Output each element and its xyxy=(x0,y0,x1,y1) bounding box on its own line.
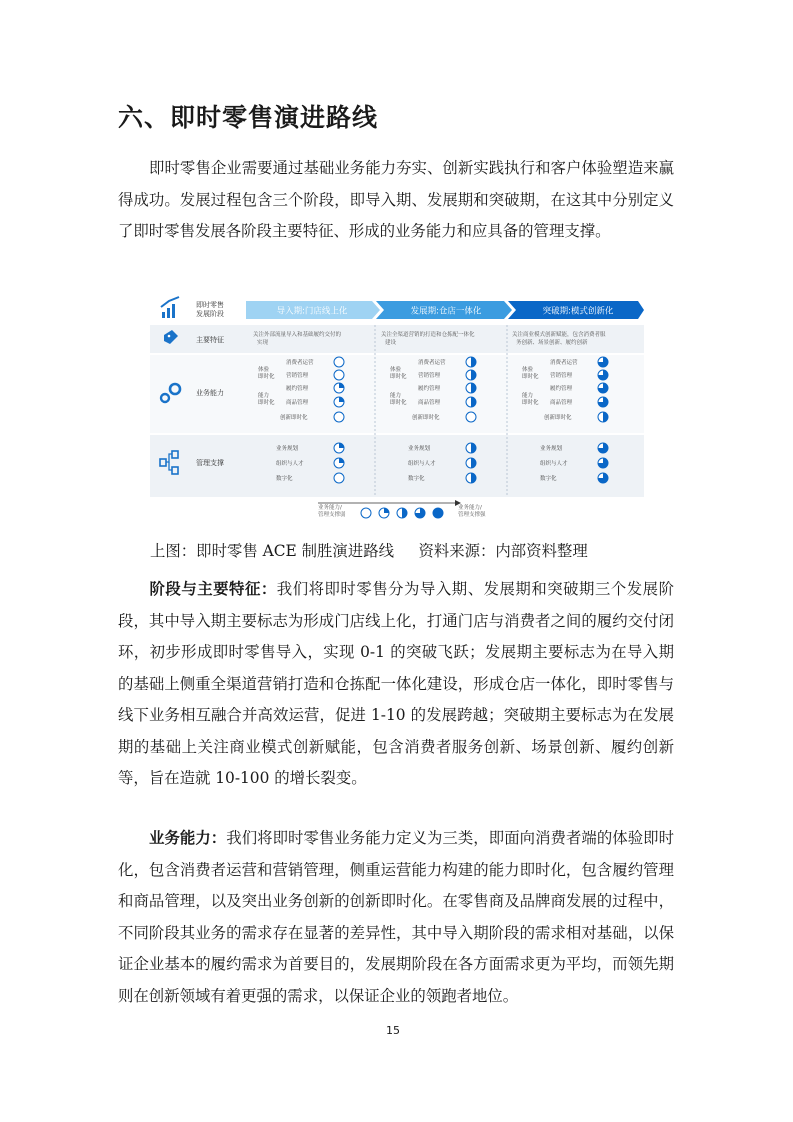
stage-3-label: 突破期:模式创新化 xyxy=(542,306,614,317)
legend-level-ball xyxy=(379,508,389,518)
stage-features-text: 我们将即时零售分为导入期、发展期和突破期三个发展阶段，其中导入期主要标志为形成门店线上化，打通门店与消费者之间的履约交付闭环，初步形成即时零售导入，实现 0-1 的突破飞跃；发展期主要标志为在导入期的基础上侧重全渠道营销打造和仓拣配一体化建设，形成仓店一体化，即时零售与线下业务相互融合并高效运营，促进 1-10 的发展跨越；突破期主要标志为在发展期的基础上关注商业模式创新赋能，包含消费者服务创新、场景创新、履约创新等，旨在造就 10-100 的增长裂变。 xyxy=(118,580,674,787)
capability-item-label: 商品管理 xyxy=(418,400,441,406)
cap-group-2-line2: 即时化 xyxy=(522,400,539,406)
management-level-ball xyxy=(598,458,608,468)
features-stage1-line1: 关注外部流量导入和基础履约交付的 xyxy=(253,332,342,338)
management-item-label: 业务规划 xyxy=(276,446,299,452)
capability-level-ball xyxy=(334,357,344,367)
growth-chart-icon xyxy=(161,297,179,318)
cap-group-1-line1: 体验 xyxy=(390,367,402,373)
management-item-label: 组织与人才 xyxy=(276,461,304,467)
legend-level-ball xyxy=(415,508,425,518)
capability-item-label: 创新即时化 xyxy=(280,415,308,421)
capability-item-label: 履约管理 xyxy=(418,386,441,392)
legend-left-line2: 管理支撑弱 xyxy=(318,512,346,518)
capability-item-label: 营销管理 xyxy=(286,373,309,379)
legend-right-line2: 管理支撑强 xyxy=(458,512,486,518)
stage-1-label: 导入期:门店线上化 xyxy=(276,306,348,317)
cap-group-1-line1: 体验 xyxy=(522,367,534,373)
capability-level-ball xyxy=(598,357,608,367)
capability-level-ball xyxy=(466,397,476,407)
corner-label-2: 发展阶段 xyxy=(196,310,224,318)
cap-group-2-line1: 能力 xyxy=(522,393,534,399)
capability-item-label: 营销管理 xyxy=(550,373,573,379)
capability-item-label: 营销管理 xyxy=(418,373,441,379)
capability-item-label: 消费者运营 xyxy=(418,360,446,366)
capability-level-ball xyxy=(334,383,344,393)
cap-group-2-line1: 能力 xyxy=(390,393,402,399)
capability-level-ball xyxy=(334,397,344,407)
page-number: 15 xyxy=(386,1024,400,1037)
management-item-label: 业务规划 xyxy=(408,446,431,452)
management-level-ball xyxy=(334,458,344,468)
capability-item-label: 消费者运营 xyxy=(550,360,578,366)
features-stage1-line2: 实现 xyxy=(257,340,269,346)
management-item-label: 组织与人才 xyxy=(408,461,436,467)
management-level-ball xyxy=(598,473,608,483)
stage-2-label: 发展期:仓店一体化 xyxy=(410,306,482,317)
capability-item-label: 履约管理 xyxy=(286,386,309,392)
legend-level-ball xyxy=(433,508,443,518)
capability-item-label: 履约管理 xyxy=(550,386,573,392)
management-level-ball xyxy=(466,458,476,468)
capability-item-label: 商品管理 xyxy=(286,400,309,406)
capability-level-ball xyxy=(334,412,344,422)
features-stage3-line1: 关注商业模式创新赋能，包含消费者服 xyxy=(512,332,606,338)
management-level-ball xyxy=(466,443,476,453)
cap-group-1-line2: 即时化 xyxy=(258,374,275,380)
cap-group-1-line2: 即时化 xyxy=(390,374,407,380)
cap-group-2-line1: 能力 xyxy=(258,393,270,399)
management-level-ball xyxy=(334,473,344,483)
stage-features-paragraph xyxy=(118,574,674,795)
stage-features-lead: 阶段与主要特征： xyxy=(149,580,277,598)
capability-item-label: 创新即时化 xyxy=(544,415,572,421)
legend-left-line1: 业务能力/ xyxy=(318,505,342,511)
section-heading: 六、即时零售演进路线 xyxy=(118,103,379,132)
capability-level-ball xyxy=(334,370,344,380)
capability-level-ball xyxy=(466,370,476,380)
capability-item-label: 消费者运营 xyxy=(286,360,314,366)
cap-group-2-line2: 即时化 xyxy=(258,400,275,406)
legend-level-ball xyxy=(361,508,371,518)
cap-group-1-line2: 即时化 xyxy=(522,374,539,380)
corner-label-1: 即时零售 xyxy=(196,301,224,309)
capability-level-ball xyxy=(466,357,476,367)
features-stage2-line1: 关注全渠道营销的打造和仓拣配一体化 xyxy=(381,332,475,338)
cap-group-2-line2: 即时化 xyxy=(390,400,407,406)
management-level-ball xyxy=(334,443,344,453)
capability-level-ball xyxy=(598,383,608,393)
features-stage2-line2: 建设 xyxy=(385,340,397,346)
features-stage3-line2: 务创新、场景创新、履约创新 xyxy=(516,340,588,346)
management-item-label: 数字化 xyxy=(408,476,425,482)
capability-level-ball xyxy=(598,397,608,407)
legend-level-ball xyxy=(397,508,407,518)
evolution-roadmap-diagram xyxy=(150,295,644,525)
capability-level-ball xyxy=(466,412,476,422)
capability-item-label: 商品管理 xyxy=(550,400,573,406)
business-capability-paragraph xyxy=(118,823,674,1012)
management-item-label: 数字化 xyxy=(540,476,557,482)
management-item-label: 组织与人才 xyxy=(540,461,568,467)
capability-level-ball xyxy=(598,412,608,422)
intro-text: 即时零售企业需要通过基础业务能力夯实、创新实践执行和客户体验塑造来赢得成功。发展过程包含三个阶段，即导入期、发展期和突破期，在这其中分别定义了即时零售发展各阶段主要特征、形成的业务能力和应具备的管理支撑。 xyxy=(118,159,674,240)
management-level-ball xyxy=(466,473,476,483)
intro-paragraph xyxy=(118,153,674,248)
management-item-label: 业务规划 xyxy=(540,446,563,452)
row-features-label: 主要特征 xyxy=(196,336,224,344)
capability-level-ball xyxy=(466,383,476,393)
cap-group-1-line1: 体验 xyxy=(258,367,270,373)
management-level-ball xyxy=(598,443,608,453)
row-capability-label: 业务能力 xyxy=(196,389,224,397)
business-capability-text: 我们将即时零售业务能力定义为三类，即面向消费者端的体验即时化，包含消费者运营和营销管理，侧重运营能力构建的能力即时化，包含履约管理和商品管理，以及突出业务创新的创新即时化。在零售商及品牌商发展的过程中，不同阶段其业务的需求存在显著的差异性，其中导入期阶段的需求相对基础，以保证企业基本的履约需求为首要目的，发展期阶段在各方面需求更为平均，而领先期则在创新领域有着更强的需求，以保证企业的领跑者地位。 xyxy=(118,829,674,1005)
row-management-label: 管理支撑 xyxy=(196,459,224,467)
capability-item-label: 创新即时化 xyxy=(412,415,440,421)
figure-caption: 上图：即时零售 ACE 制胜演进路线 资料来源：内部资料整理 xyxy=(150,542,588,560)
management-item-label: 数字化 xyxy=(276,476,293,482)
business-capability-lead: 业务能力： xyxy=(149,829,227,847)
capability-level-ball xyxy=(598,370,608,380)
legend-right-line1: 业务能力/ xyxy=(458,505,482,511)
